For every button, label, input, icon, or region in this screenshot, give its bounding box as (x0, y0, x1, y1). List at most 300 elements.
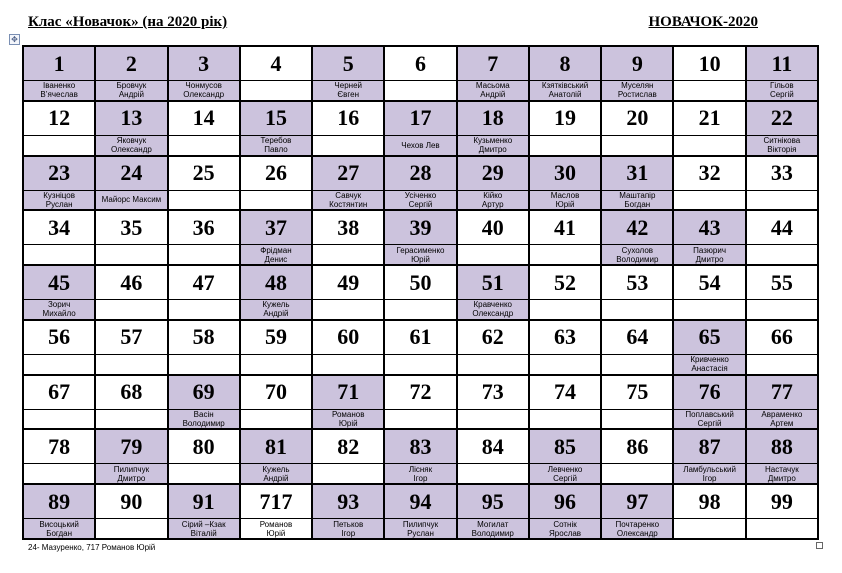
table-cell[interactable] (241, 47, 313, 102)
cell-number: 15 (264, 105, 287, 131)
cell-owner-name: Усіченко Сергій (385, 190, 455, 210)
cell-owner-name: Кзятківський Анатолій (530, 80, 600, 100)
cell-owner-name (674, 518, 744, 538)
table-cell[interactable] (241, 485, 313, 540)
cell-owner-name (530, 354, 600, 374)
cell-number: 91 (192, 488, 215, 514)
cell-number: 50 (409, 269, 432, 295)
cell-number: 11 (771, 50, 793, 76)
table-cell[interactable] (385, 211, 457, 266)
table-cell[interactable] (169, 266, 241, 321)
table-cell[interactable] (674, 47, 746, 102)
cell-owner-name: Кійко Артур (458, 190, 528, 210)
table-cell[interactable] (747, 266, 819, 321)
cell-owner-name (458, 409, 528, 429)
cell-number: 21 (698, 105, 721, 131)
table-cell[interactable] (24, 102, 96, 157)
table-cell[interactable] (458, 157, 530, 212)
cell-owner-name (96, 518, 166, 538)
table-cell[interactable] (96, 157, 168, 212)
cell-owner-name: Петьков Ігор (313, 518, 383, 538)
cell-number: 90 (120, 488, 143, 514)
cell-owner-name: Кужель Андрій (241, 463, 311, 483)
cell-owner-name: Теребов Павло (241, 135, 311, 155)
cell-owner-name: Кузьменко Дмитро (458, 135, 528, 155)
cell-number: 3 (198, 50, 210, 76)
table-cell[interactable] (241, 157, 313, 212)
table-cell[interactable] (169, 485, 241, 540)
cell-number: 83 (409, 433, 432, 459)
cell-number: 1 (53, 50, 65, 76)
cell-number: 41 (554, 214, 577, 240)
cell-number: 16 (337, 105, 360, 131)
cell-owner-name (169, 354, 239, 374)
cell-number: 40 (481, 214, 504, 240)
cell-owner-name (313, 244, 383, 264)
cell-owner-name: Кравченко Олександр (458, 299, 528, 319)
cell-owner-name (241, 80, 311, 100)
cell-owner-name: Фрідман Денис (241, 244, 311, 264)
cell-owner-name: Поплавський Сергій (674, 409, 744, 429)
cell-owner-name (24, 244, 94, 264)
cell-owner-name (313, 354, 383, 374)
cell-owner-name (747, 244, 817, 264)
table-cell[interactable] (313, 376, 385, 431)
cell-number: 76 (698, 379, 721, 405)
cell-owner-name (385, 409, 455, 429)
cell-owner-name: Васін Володимир (169, 409, 239, 429)
cell-number: 20 (626, 105, 649, 131)
cell-number: 63 (554, 324, 577, 350)
cell-number: 32 (698, 160, 721, 186)
cell-number: 18 (481, 105, 504, 131)
table-cell[interactable] (747, 376, 819, 431)
cell-number: 69 (192, 379, 215, 405)
cell-number: 57 (120, 324, 143, 350)
cell-owner-name (458, 354, 528, 374)
cell-owner-name: Кужель Андрій (241, 299, 311, 319)
table-cell[interactable] (530, 211, 602, 266)
cell-owner-name: Іваненко В’ячеслав (24, 80, 94, 100)
cell-number: 99 (770, 488, 793, 514)
document-heading: НОВАЧОК-2020 (648, 14, 758, 30)
table-cell[interactable] (458, 266, 530, 321)
table-cell[interactable] (458, 430, 530, 485)
page-title: Клас «Новачок» (на 2020 рік) (28, 14, 228, 30)
cell-number: 38 (337, 214, 360, 240)
table-cell[interactable] (458, 321, 530, 376)
cell-owner-name (602, 463, 672, 483)
table-cell[interactable] (241, 266, 313, 321)
cell-number: 52 (554, 269, 577, 295)
cell-owner-name (602, 354, 672, 374)
table-cell[interactable] (530, 376, 602, 431)
cell-number: 51 (481, 269, 504, 295)
cell-number: 82 (337, 433, 360, 459)
cell-owner-name (747, 354, 817, 374)
cell-number: 36 (192, 214, 215, 240)
table-cell[interactable] (313, 321, 385, 376)
cell-owner-name (674, 190, 744, 210)
table-cell[interactable] (169, 321, 241, 376)
cell-owner-name: Майорс Максим (96, 190, 166, 210)
table-cell[interactable] (169, 376, 241, 431)
cell-owner-name (747, 190, 817, 210)
table-cell[interactable] (674, 211, 746, 266)
table-cell[interactable] (674, 321, 746, 376)
cell-owner-name (24, 135, 94, 155)
table-cell[interactable] (313, 430, 385, 485)
cell-owner-name: Почтаренко Олександр (602, 518, 672, 538)
cell-owner-name (458, 463, 528, 483)
table-cell[interactable] (674, 266, 746, 321)
cell-owner-name: Бровчук Андрій (96, 80, 166, 100)
cell-owner-name: Гільов Сергій (747, 80, 817, 100)
cell-number: 33 (770, 160, 793, 186)
table-cell[interactable] (24, 321, 96, 376)
resize-handle[interactable] (816, 542, 823, 549)
cell-number: 27 (337, 160, 360, 186)
cell-number: 46 (120, 269, 143, 295)
table-cell[interactable] (169, 102, 241, 157)
cell-number: 31 (626, 160, 649, 186)
table-cell[interactable] (602, 266, 674, 321)
cell-owner-name (24, 409, 94, 429)
cell-owner-name (747, 518, 817, 538)
table-cell[interactable] (674, 102, 746, 157)
cell-number: 8 (559, 50, 571, 76)
cell-number: 13 (120, 105, 143, 131)
table-cell[interactable] (674, 157, 746, 212)
cell-owner-name: Яковчук Олександр (96, 135, 166, 155)
cell-owner-name (96, 409, 166, 429)
cell-owner-name (169, 244, 239, 264)
cell-number: 60 (337, 324, 360, 350)
cell-owner-name: Пилипчук Руслан (385, 518, 455, 538)
cell-owner-name: Лісняк Ігор (385, 463, 455, 483)
cell-number: 25 (192, 160, 215, 186)
cell-number: 54 (698, 269, 721, 295)
cell-number: 84 (481, 433, 504, 459)
cell-number: 96 (554, 488, 577, 514)
table-cell[interactable] (313, 47, 385, 102)
table-cell[interactable] (241, 376, 313, 431)
cell-owner-name (747, 299, 817, 319)
cell-owner-name: Маштапір Богдан (602, 190, 672, 210)
cell-number: 7 (487, 50, 499, 76)
cell-number: 62 (481, 324, 504, 350)
cell-number: 37 (264, 214, 287, 240)
cell-owner-name: Герасименко Юрій (385, 244, 455, 264)
cell-owner-name: Пазюрич Дмитро (674, 244, 744, 264)
cell-owner-name (385, 354, 455, 374)
table-cell[interactable] (458, 102, 530, 157)
table-cell[interactable] (24, 47, 96, 102)
cell-owner-name: Авраменко Артем (747, 409, 817, 429)
table-cell[interactable] (24, 430, 96, 485)
cell-owner-name: Чехов Лев (385, 135, 455, 155)
table-cell[interactable] (385, 430, 457, 485)
cell-number: 42 (626, 214, 649, 240)
cell-number: 10 (698, 50, 721, 76)
cell-owner-name (169, 135, 239, 155)
number-table (22, 45, 819, 540)
cell-owner-name (241, 354, 311, 374)
table-cell[interactable] (24, 485, 96, 540)
cell-number: 43 (698, 214, 721, 240)
cell-owner-name: Висоцький Богдан (24, 518, 94, 538)
table-cell[interactable] (747, 485, 819, 540)
cell-owner-name: Пилипчук Дмитро (96, 463, 166, 483)
cell-number: 35 (120, 214, 143, 240)
cell-owner-name: Савчук Костянтин (313, 190, 383, 210)
table-cell[interactable] (602, 376, 674, 431)
cell-owner-name (169, 190, 239, 210)
cell-number: 24 (120, 160, 143, 186)
cell-number: 30 (554, 160, 577, 186)
cell-owner-name (241, 190, 311, 210)
table-cell[interactable] (747, 430, 819, 485)
cell-number: 65 (698, 324, 721, 350)
table-cell[interactable] (602, 321, 674, 376)
table-cell[interactable] (169, 430, 241, 485)
table-cell[interactable] (674, 485, 746, 540)
cell-number: 59 (264, 324, 287, 350)
cell-number: 93 (337, 488, 360, 514)
table-cell[interactable] (458, 47, 530, 102)
cell-owner-name (385, 299, 455, 319)
cell-number: 2 (125, 50, 137, 76)
cell-number: 23 (48, 160, 71, 186)
cell-owner-name (530, 409, 600, 429)
cell-number: 61 (409, 324, 432, 350)
cell-owner-name (96, 354, 166, 374)
table-cell[interactable] (385, 47, 457, 102)
cell-owner-name: Чонмусов Олександр (169, 80, 239, 100)
cell-number: 68 (120, 379, 143, 405)
cell-owner-name (674, 80, 744, 100)
table-cell[interactable] (674, 376, 746, 431)
cell-number: 4 (270, 50, 282, 76)
cell-owner-name: Романов Юрій (241, 518, 311, 538)
cell-number: 44 (770, 214, 793, 240)
table-cell[interactable] (530, 321, 602, 376)
table-cell[interactable] (385, 485, 457, 540)
cell-number: 5 (342, 50, 354, 76)
cell-number: 22 (770, 105, 793, 131)
table-cell[interactable] (313, 211, 385, 266)
cell-number: 64 (626, 324, 649, 350)
table-cell[interactable] (96, 376, 168, 431)
cell-number: 34 (48, 214, 71, 240)
cell-owner-name: Черней Євген (313, 80, 383, 100)
cell-number: 98 (698, 488, 721, 514)
table-cell[interactable] (674, 430, 746, 485)
cell-owner-name: Кузніцов Руслан (24, 190, 94, 210)
cell-number: 97 (626, 488, 649, 514)
table-cell[interactable] (96, 47, 168, 102)
cell-number: 9 (631, 50, 643, 76)
table-cell[interactable] (169, 47, 241, 102)
table-cell[interactable] (96, 430, 168, 485)
cell-number: 79 (120, 433, 143, 459)
cell-owner-name (602, 409, 672, 429)
cell-number: 19 (554, 105, 577, 131)
cell-owner-name (602, 135, 672, 155)
cell-owner-name (530, 135, 600, 155)
cell-owner-name: Масьома Андрій (458, 80, 528, 100)
cell-number: 85 (554, 433, 577, 459)
cell-number: 80 (192, 433, 215, 459)
cell-number: 39 (409, 214, 432, 240)
table-cell[interactable] (385, 266, 457, 321)
table-cell[interactable] (385, 102, 457, 157)
cell-number: 75 (626, 379, 649, 405)
cell-number: 70 (264, 379, 287, 405)
table-cell[interactable] (747, 102, 819, 157)
cell-number: 94 (409, 488, 432, 514)
table-cell[interactable] (747, 47, 819, 102)
cell-number: 26 (264, 160, 287, 186)
cell-owner-name: Зорич Михайло (24, 299, 94, 319)
table-cell[interactable] (385, 157, 457, 212)
cell-owner-name (169, 299, 239, 319)
table-cell[interactable] (385, 376, 457, 431)
cell-number: 58 (192, 324, 215, 350)
cell-owner-name: Настачук Дмитро (747, 463, 817, 483)
cell-owner-name (241, 409, 311, 429)
cell-owner-name (24, 354, 94, 374)
table-cell[interactable] (747, 321, 819, 376)
table-cell[interactable] (530, 485, 602, 540)
cell-owner-name (458, 244, 528, 264)
table-cell[interactable] (313, 485, 385, 540)
table-cell[interactable] (747, 157, 819, 212)
cell-owner-name (530, 299, 600, 319)
table-cell[interactable] (602, 211, 674, 266)
cell-number: 28 (409, 160, 432, 186)
table-cell[interactable] (96, 321, 168, 376)
cell-owner-name: Сухолов Володимир (602, 244, 672, 264)
cell-owner-name: Сотнік Ярослав (530, 518, 600, 538)
table-cell[interactable] (458, 376, 530, 431)
cell-owner-name (96, 244, 166, 264)
cell-number: 6 (414, 50, 426, 76)
table-cell[interactable] (96, 102, 168, 157)
table-cell[interactable] (169, 211, 241, 266)
cell-number: 77 (770, 379, 793, 405)
cell-number: 81 (264, 433, 287, 459)
cell-number: 12 (48, 105, 71, 131)
cell-number: 48 (264, 269, 287, 295)
cell-number: 86 (626, 433, 649, 459)
cell-number: 95 (481, 488, 504, 514)
table-cell[interactable] (96, 485, 168, 540)
cell-owner-name (24, 463, 94, 483)
cell-number: 67 (48, 379, 71, 405)
cell-owner-name: Левченко Сергій (530, 463, 600, 483)
table-cell[interactable] (602, 157, 674, 212)
table-cell[interactable] (602, 430, 674, 485)
cell-number: 49 (337, 269, 360, 295)
table-cell[interactable] (530, 47, 602, 102)
cell-owner-name (602, 299, 672, 319)
cell-owner-name: Маслов Юрій (530, 190, 600, 210)
cell-number: 45 (48, 269, 71, 295)
cell-owner-name (385, 80, 455, 100)
footnote: 24- Мазуренко, 717 Романов Юрій (28, 543, 156, 552)
cell-owner-name: Ситнікова Вікторія (747, 135, 817, 155)
cell-number: 717 (259, 488, 293, 514)
table-cell[interactable] (24, 211, 96, 266)
table-cell[interactable] (602, 102, 674, 157)
cell-owner-name: Ламбульський Ігор (674, 463, 744, 483)
cell-owner-name (674, 135, 744, 155)
cell-number: 17 (409, 105, 432, 131)
cell-number: 87 (698, 433, 721, 459)
table-cell[interactable] (96, 266, 168, 321)
cell-owner-name: Сірий –Кзак Віталій (169, 518, 239, 538)
cell-number: 74 (554, 379, 577, 405)
table-cell[interactable] (458, 211, 530, 266)
table-cell[interactable] (24, 266, 96, 321)
table-cell[interactable] (313, 102, 385, 157)
move-icon[interactable]: ✥ (9, 34, 20, 45)
cell-owner-name (313, 463, 383, 483)
cell-owner-name (169, 463, 239, 483)
table-cell[interactable] (530, 266, 602, 321)
cell-number: 66 (770, 324, 793, 350)
cell-owner-name: Могилат Володимир (458, 518, 528, 538)
table-cell[interactable] (241, 430, 313, 485)
table-cell[interactable] (241, 321, 313, 376)
cell-number: 71 (337, 379, 360, 405)
table-cell[interactable] (24, 376, 96, 431)
cell-number: 56 (48, 324, 71, 350)
table-cell[interactable] (96, 211, 168, 266)
cell-owner-name: Муселян Ростислав (602, 80, 672, 100)
cell-owner-name (674, 299, 744, 319)
table-cell[interactable] (458, 485, 530, 540)
cell-number: 53 (626, 269, 649, 295)
table-cell[interactable] (313, 157, 385, 212)
cell-number: 78 (48, 433, 71, 459)
cell-number: 89 (48, 488, 71, 514)
table-cell[interactable] (747, 211, 819, 266)
cell-number: 72 (409, 379, 432, 405)
table-cell[interactable] (241, 102, 313, 157)
table-cell[interactable] (385, 321, 457, 376)
cell-number: 29 (481, 160, 504, 186)
cell-number: 88 (770, 433, 793, 459)
cell-owner-name: Кривченко Анастасія (674, 354, 744, 374)
table-cell[interactable] (530, 430, 602, 485)
table-cell[interactable] (530, 102, 602, 157)
table-cell[interactable] (602, 47, 674, 102)
cell-number: 47 (192, 269, 215, 295)
cell-owner-name (313, 135, 383, 155)
cell-owner-name: Романов Юрій (313, 409, 383, 429)
table-cell[interactable] (313, 266, 385, 321)
cell-owner-name (313, 299, 383, 319)
table-cell[interactable] (530, 157, 602, 212)
cell-owner-name (530, 244, 600, 264)
table-cell[interactable] (602, 485, 674, 540)
table-cell[interactable] (241, 211, 313, 266)
cell-number: 14 (192, 105, 215, 131)
table-cell[interactable] (169, 157, 241, 212)
table-cell[interactable] (24, 157, 96, 212)
